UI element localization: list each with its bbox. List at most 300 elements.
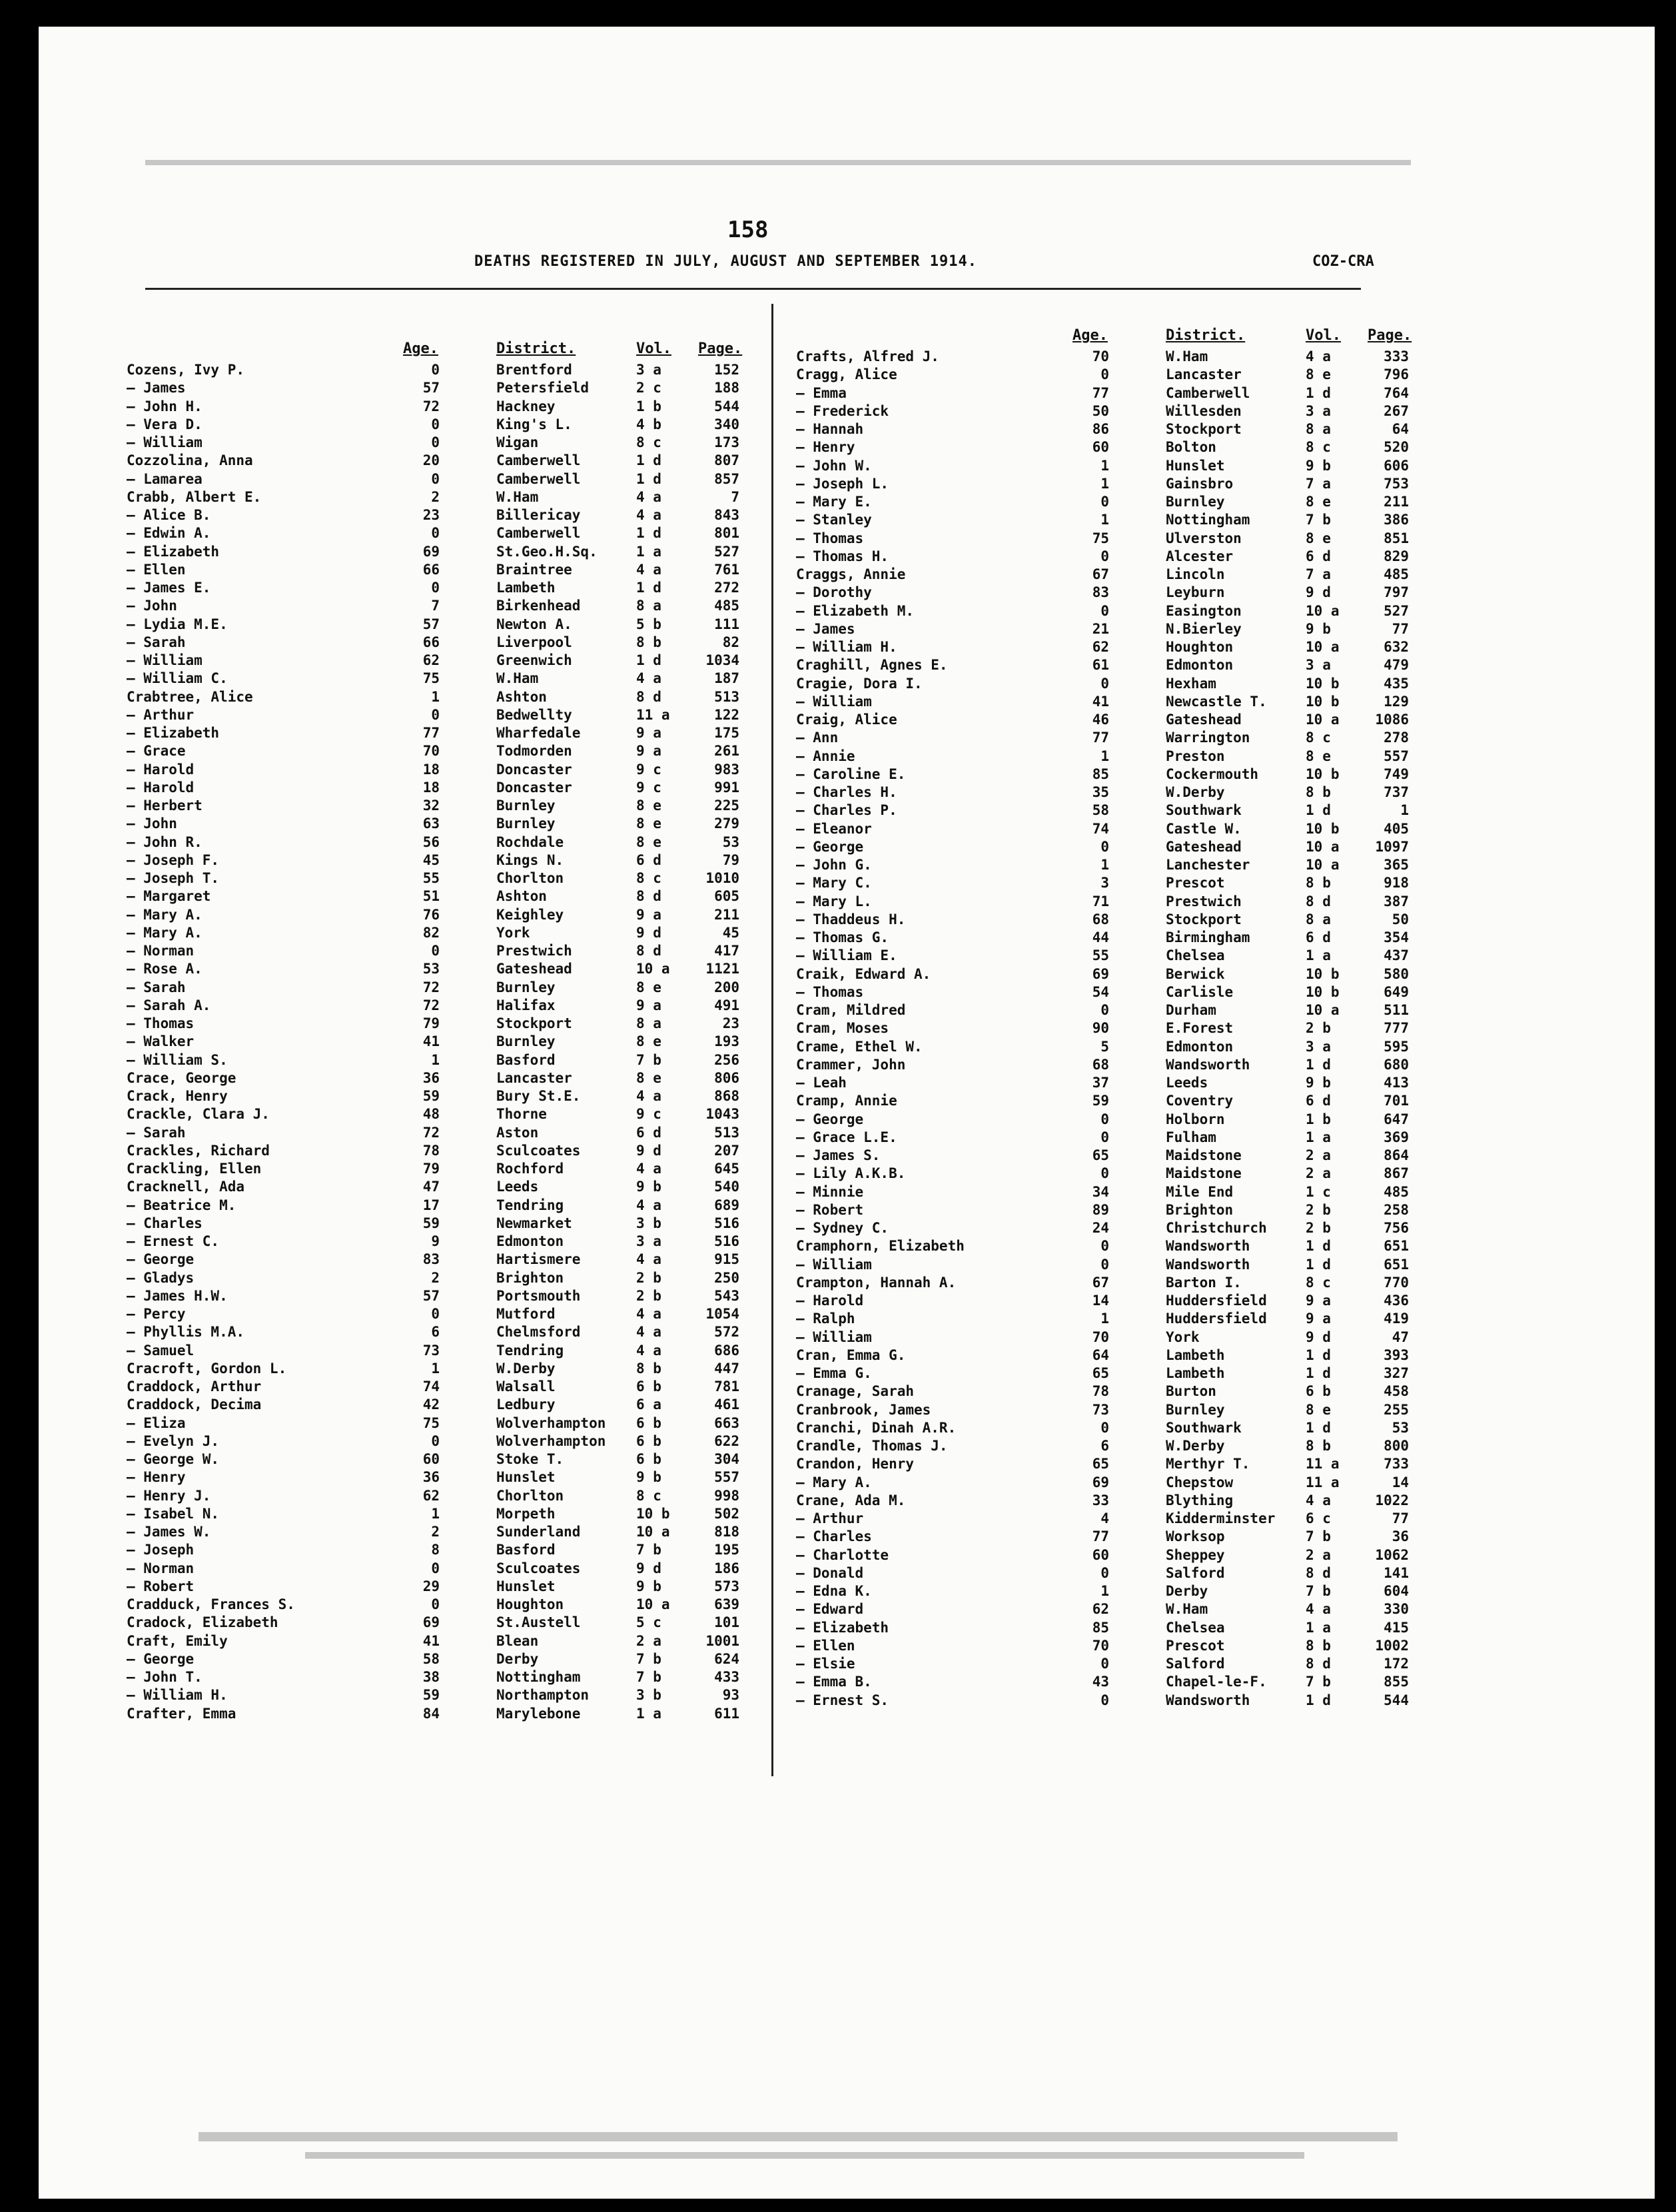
entry-volume: 10 a — [1306, 602, 1340, 619]
entry-name: Craghill, Agnes E. — [796, 657, 948, 674]
entry-age: 46 — [1092, 712, 1109, 728]
table-row — [796, 1347, 1426, 1365]
entry-district: Christchurch — [1166, 1220, 1267, 1236]
entry-volume: 8 a — [636, 598, 661, 614]
entry-name: — Norman — [127, 943, 195, 959]
entry-age: 59 — [422, 1088, 440, 1104]
vol-header: Vol. — [1306, 327, 1341, 344]
entry-volume: 7 a — [1306, 475, 1331, 492]
entry-page: 764 — [1384, 384, 1409, 401]
entry-name: Cram, Mildred — [796, 1002, 906, 1018]
entry-page: 250 — [714, 1269, 739, 1286]
entry-name: Craik, Edward A. — [796, 965, 931, 982]
entry-page: 413 — [1384, 1075, 1409, 1091]
entry-page: 1086 — [1375, 712, 1409, 728]
entry-volume: 3 a — [636, 1233, 661, 1249]
entry-volume: 1 c — [1306, 1183, 1331, 1200]
entry-page: 651 — [1384, 1238, 1409, 1255]
entry-name: — Charles — [796, 1528, 872, 1545]
table-row — [796, 1201, 1426, 1219]
entry-volume: 9 d — [1306, 1329, 1331, 1345]
entry-name: — Charles — [127, 1215, 203, 1231]
entry-volume: 2 b — [1306, 1201, 1331, 1218]
entry-page: 36 — [1392, 1528, 1409, 1545]
entry-volume: 2 a — [1306, 1147, 1331, 1163]
entry-district: Mutford — [496, 1306, 556, 1322]
entry-district: Birmingham — [1166, 929, 1250, 945]
entry-district: Blything — [1166, 1492, 1234, 1508]
table-row — [127, 634, 756, 652]
entry-name: — James E. — [127, 580, 211, 596]
entry-district: Lanchester — [1166, 857, 1250, 873]
entry-name: — Robert — [796, 1201, 864, 1218]
entry-age: 54 — [1092, 983, 1109, 1000]
vol-header: Vol. — [636, 340, 671, 357]
entry-volume: 9 d — [636, 924, 661, 941]
entry-page: 1002 — [1375, 1637, 1409, 1654]
entry-name: — Percy — [127, 1306, 186, 1322]
entry-age: 0 — [431, 1306, 440, 1322]
entry-district: Chepstow — [1166, 1474, 1234, 1490]
entry-district: Chorlton — [496, 1487, 564, 1504]
entry-page: 200 — [714, 979, 739, 995]
entry-age: 75 — [1092, 530, 1109, 546]
entry-age: 77 — [1092, 384, 1109, 401]
table-row — [796, 1437, 1426, 1455]
table-row — [796, 929, 1426, 947]
entry-district: W.Ham — [496, 670, 539, 687]
age-header: Age. — [1072, 327, 1108, 344]
table-row — [127, 1069, 756, 1087]
entry-name: — Ellen — [796, 1637, 855, 1654]
entry-page: 857 — [714, 470, 739, 487]
entry-age: 21 — [1092, 620, 1109, 637]
table-row — [796, 893, 1426, 911]
entry-age: 59 — [422, 1215, 440, 1231]
entry-volume: 8 c — [1306, 1274, 1331, 1291]
entry-name: — George W. — [127, 1451, 220, 1467]
entry-name: — William — [127, 652, 203, 668]
table-row — [796, 802, 1426, 820]
entry-age: 0 — [1100, 675, 1109, 692]
district-header: District. — [496, 340, 576, 357]
entry-volume: 8 e — [1306, 530, 1331, 546]
entry-page: 261 — [714, 743, 739, 760]
entry-age: 0 — [431, 434, 440, 450]
entry-district: Warrington — [1166, 730, 1250, 746]
entry-age: 72 — [422, 979, 440, 995]
entry-district: Edmonton — [1166, 1038, 1234, 1055]
table-row — [127, 1632, 756, 1650]
entry-page: 595 — [1384, 1038, 1409, 1055]
entry-district: Basford — [496, 1542, 556, 1558]
table-row — [127, 1596, 756, 1614]
entry-age: 86 — [1092, 421, 1109, 437]
entry-name: Crampton, Hannah A. — [796, 1274, 957, 1291]
entry-name: Cramp, Annie — [796, 1093, 897, 1109]
entry-volume: 6 b — [636, 1414, 661, 1431]
entry-district: Walsall — [496, 1379, 556, 1394]
table-row — [127, 506, 756, 524]
entry-age: 41 — [422, 1033, 440, 1050]
entry-volume: 1 a — [1306, 947, 1331, 964]
table-row — [796, 711, 1426, 729]
table-row — [796, 1600, 1426, 1618]
entry-page: 807 — [714, 452, 739, 469]
entry-age: 59 — [1092, 1093, 1109, 1109]
entry-age: 78 — [1092, 1383, 1109, 1400]
entry-page: 1054 — [705, 1306, 739, 1322]
entry-age: 6 — [431, 1324, 440, 1341]
table-row — [796, 638, 1426, 656]
entry-name: — John R. — [127, 833, 203, 850]
entry-page: 516 — [714, 1215, 739, 1231]
entry-age: 1 — [1100, 1583, 1109, 1599]
scan-smudge — [305, 2152, 1304, 2159]
entry-age: 17 — [422, 1197, 440, 1213]
entry-volume: 6 b — [636, 1451, 661, 1467]
entry-page: 761 — [714, 561, 739, 578]
entry-age: 73 — [1092, 1401, 1109, 1418]
entry-district: Chelsea — [1166, 947, 1225, 964]
entry-name: — Elizabeth — [796, 1619, 889, 1636]
entry-name: — Ralph — [796, 1311, 855, 1327]
entry-age: 8 — [431, 1542, 440, 1558]
entry-volume: 7 b — [636, 1669, 661, 1685]
entry-page: 187 — [714, 670, 739, 687]
entry-page: 122 — [714, 706, 739, 723]
entry-volume: 9 d — [1306, 584, 1331, 601]
entry-page: 211 — [714, 906, 739, 923]
entry-age: 0 — [1100, 1419, 1109, 1436]
entry-volume: 1 d — [636, 525, 661, 542]
entry-page: 272 — [714, 580, 739, 596]
entry-page: 851 — [1384, 530, 1409, 546]
entry-page: 255 — [1384, 1401, 1409, 1418]
table-row — [127, 1541, 756, 1559]
table-row — [796, 566, 1426, 584]
entry-age: 60 — [1092, 439, 1109, 456]
entry-age: 69 — [422, 1614, 440, 1631]
table-row — [796, 1129, 1426, 1147]
entry-name: Crandon, Henry — [796, 1456, 915, 1472]
entry-page: 387 — [1384, 893, 1409, 909]
entry-age: 0 — [431, 943, 440, 959]
table-row — [127, 1560, 756, 1578]
entry-district: Stoke T. — [496, 1451, 564, 1467]
entry-district: Brighton — [1166, 1201, 1234, 1218]
entry-name: — Samuel — [127, 1342, 195, 1359]
entry-district: Greenwich — [496, 652, 572, 668]
entry-district: Burnley — [496, 1033, 556, 1050]
entry-page: 267 — [1384, 402, 1409, 419]
entry-page: 632 — [1384, 639, 1409, 655]
entry-volume: 1 d — [1306, 802, 1331, 819]
entry-name: Cradock, Elizabeth — [127, 1614, 278, 1631]
header-rule — [145, 288, 1361, 290]
table-row — [796, 1147, 1426, 1165]
entry-name: Crandle, Thomas J. — [796, 1438, 948, 1454]
table-row — [127, 579, 756, 597]
entry-volume: 8 d — [1306, 893, 1331, 909]
entry-name: — Elsie — [796, 1656, 855, 1672]
entry-age: 69 — [1092, 965, 1109, 982]
table-row — [127, 797, 756, 815]
table-row — [127, 1450, 756, 1468]
entry-age: 61 — [1092, 657, 1109, 674]
entry-name: Craft, Emily — [127, 1632, 228, 1649]
entry-age: 43 — [1092, 1674, 1109, 1690]
entry-age: 0 — [431, 416, 440, 432]
table-row — [127, 1650, 756, 1668]
entry-name: Crackle, Clara J. — [127, 1106, 270, 1123]
entry-volume: 8 d — [636, 688, 661, 705]
entry-district: Hexham — [1166, 675, 1216, 692]
entry-name: — William C. — [127, 670, 228, 687]
entry-age: 0 — [431, 706, 440, 723]
entry-volume: 8 c — [636, 870, 661, 886]
table-row — [796, 548, 1426, 566]
entry-age: 62 — [1092, 1601, 1109, 1618]
entry-volume: 1 d — [1306, 1692, 1331, 1708]
page-header: Page. — [698, 340, 743, 357]
entry-volume: 9 b — [1306, 1075, 1331, 1091]
entry-age: 0 — [1100, 1111, 1109, 1127]
table-row — [127, 1051, 756, 1069]
table-row — [796, 766, 1426, 784]
entry-district: Worksop — [1166, 1528, 1225, 1545]
entry-name: — Thomas — [796, 983, 864, 1000]
entry-name: — Thomas — [127, 1015, 195, 1031]
entry-name: — Edward — [796, 1601, 864, 1618]
entry-page: 23 — [722, 1015, 739, 1031]
entry-district: Prestwich — [496, 943, 572, 959]
entry-page: 983 — [714, 761, 739, 778]
entry-name: — Charles H. — [796, 784, 897, 800]
entry-age: 53 — [422, 961, 440, 977]
entry-volume: 8 b — [1306, 784, 1331, 800]
entry-page: 188 — [714, 380, 739, 396]
table-row — [127, 361, 756, 379]
entry-district: Ledbury — [496, 1396, 556, 1413]
entry-district: W.Derby — [496, 1360, 556, 1377]
entry-page: 354 — [1384, 929, 1409, 945]
entry-district: Merthyr T. — [1166, 1456, 1250, 1472]
entry-volume: 4 a — [636, 507, 661, 523]
entry-age: 18 — [422, 761, 440, 778]
entry-name: — George — [796, 838, 864, 855]
entry-name: Crafter, Emma — [127, 1705, 236, 1722]
entry-name: — Phyllis M.A. — [127, 1324, 245, 1341]
entry-district: St.Geo.H.Sq. — [496, 543, 598, 560]
entry-volume: 7 b — [1306, 1528, 1331, 1545]
entry-district: St.Austell — [496, 1614, 581, 1631]
entry-page: 405 — [1384, 820, 1409, 837]
entry-volume: 6 b — [636, 1432, 661, 1449]
table-row — [127, 997, 756, 1015]
entry-age: 14 — [1092, 1293, 1109, 1309]
entry-district: Ashton — [496, 688, 547, 705]
entry-name: — Margaret — [127, 888, 211, 905]
entry-page: 573 — [714, 1578, 739, 1594]
entry-page: 639 — [714, 1596, 739, 1612]
entry-district: Petersfield — [496, 380, 590, 396]
entry-age: 0 — [1100, 1656, 1109, 1672]
entry-district: Wharfedale — [496, 725, 581, 741]
entry-district: Birkenhead — [496, 598, 581, 614]
table-row — [796, 1256, 1426, 1274]
entry-age: 0 — [1100, 1256, 1109, 1273]
table-row — [127, 1414, 756, 1432]
entry-name: — Evelyn J. — [127, 1432, 220, 1449]
entry-page: 733 — [1384, 1456, 1409, 1472]
district-header: District. — [1166, 327, 1246, 344]
entry-name: — William — [796, 1329, 872, 1345]
entry-name: — Thomas G. — [796, 929, 889, 945]
entry-volume: 6 c — [1306, 1510, 1331, 1526]
entry-volume: 8 c — [636, 434, 661, 450]
entry-age: 63 — [422, 816, 440, 832]
entry-age: 0 — [431, 580, 440, 596]
table-row — [127, 869, 756, 887]
entry-page: 843 — [714, 507, 739, 523]
entry-age: 70 — [1092, 1637, 1109, 1654]
entry-age: 42 — [422, 1396, 440, 1413]
entry-page: 435 — [1384, 675, 1409, 692]
entry-page: 647 — [1384, 1111, 1409, 1127]
entry-page: 1043 — [705, 1106, 739, 1123]
entry-district: Preston — [1166, 748, 1225, 764]
entry-age: 36 — [422, 1469, 440, 1486]
entry-volume: 7 a — [1306, 566, 1331, 582]
entry-page: 544 — [1384, 1692, 1409, 1708]
entry-district: Keighley — [496, 906, 564, 923]
age-header: Age. — [403, 340, 438, 357]
entry-volume: 10 a — [1306, 838, 1340, 855]
entry-age: 67 — [1092, 1274, 1109, 1291]
entry-volume: 2 b — [1306, 1220, 1331, 1236]
entry-district: Braintree — [496, 561, 572, 578]
table-row — [127, 779, 756, 797]
entry-page: 50 — [1392, 911, 1409, 927]
entry-age: 0 — [431, 1432, 440, 1449]
entry-district: Wigan — [496, 434, 539, 450]
entry-name: — Dorothy — [796, 584, 872, 601]
entry-age: 23 — [422, 507, 440, 523]
entry-name: — Harold — [127, 779, 195, 796]
table-row — [796, 693, 1426, 711]
table-row — [796, 1692, 1426, 1710]
entry-volume: 10 a — [1306, 857, 1340, 873]
entry-page: 433 — [714, 1669, 739, 1685]
entry-age: 0 — [1100, 548, 1109, 564]
entry-volume: 3 a — [1306, 657, 1331, 674]
entry-name: — Lamarea — [127, 470, 203, 487]
entry-volume: 3 a — [1306, 1038, 1331, 1055]
entry-name: Craig, Alice — [796, 712, 897, 728]
entry-district: Bolton — [1166, 439, 1216, 456]
entry-age: 66 — [422, 561, 440, 578]
entry-age: 60 — [1092, 1546, 1109, 1563]
entry-age: 0 — [1100, 838, 1109, 855]
table-row — [127, 597, 756, 615]
entry-district: W.Derby — [1166, 1438, 1225, 1454]
entry-page: 485 — [714, 598, 739, 614]
entry-age: 85 — [1092, 1619, 1109, 1636]
entry-volume: 7 b — [1306, 512, 1331, 528]
entry-volume: 5 c — [636, 1614, 661, 1631]
entry-page: 175 — [714, 725, 739, 741]
entry-volume: 4 a — [636, 1161, 661, 1177]
entry-age: 3 — [1100, 875, 1109, 891]
table-row — [127, 434, 756, 452]
entry-page: 527 — [714, 543, 739, 560]
table-row — [796, 965, 1426, 983]
entry-volume: 3 b — [636, 1687, 661, 1704]
entry-volume: 7 b — [636, 1051, 661, 1068]
entry-age: 59 — [422, 1687, 440, 1704]
entry-district: Edmonton — [1166, 657, 1234, 674]
entry-age: 79 — [422, 1015, 440, 1031]
entry-volume: 9 c — [636, 761, 661, 778]
entry-page: 417 — [714, 943, 739, 959]
entry-age: 55 — [422, 870, 440, 886]
table-row — [127, 1305, 756, 1323]
entry-volume: 6 d — [636, 1124, 661, 1141]
entry-page: 1121 — [705, 961, 739, 977]
entry-name: — William E. — [796, 947, 897, 964]
entry-age: 32 — [422, 798, 440, 814]
entry-district: Chorlton — [496, 870, 564, 886]
right-column — [796, 317, 1426, 1710]
left-entries — [127, 361, 756, 1723]
entry-name: — Grace L.E. — [796, 1129, 897, 1145]
table-row — [796, 1546, 1426, 1564]
entry-name: — Stanley — [796, 512, 872, 528]
entry-district: Holborn — [1166, 1111, 1225, 1127]
entry-name: — Mary A. — [127, 906, 203, 923]
table-row — [127, 1505, 756, 1523]
entry-volume: 1 d — [636, 652, 661, 668]
table-row — [796, 729, 1426, 747]
entry-page: 867 — [1384, 1165, 1409, 1182]
entry-age: 83 — [422, 1251, 440, 1268]
table-row — [796, 1528, 1426, 1546]
entry-volume: 9 b — [1306, 620, 1331, 637]
entry-age: 0 — [1100, 1564, 1109, 1581]
entry-district: Wandsworth — [1166, 1692, 1250, 1708]
entry-name: — Emma G. — [796, 1365, 872, 1381]
entry-name: — Thaddeus H. — [796, 911, 906, 927]
entry-volume: 7 b — [636, 1542, 661, 1558]
entry-district: Portsmouth — [496, 1287, 581, 1304]
entry-district: Southwark — [1166, 1419, 1242, 1436]
entry-page: 186 — [714, 1560, 739, 1576]
column-divider — [771, 304, 773, 1776]
entry-volume: 3 a — [636, 362, 661, 378]
entry-district: Prescot — [1166, 1637, 1225, 1654]
table-row — [127, 1432, 756, 1450]
entry-age: 35 — [1092, 784, 1109, 800]
entry-district: Coventry — [1166, 1093, 1234, 1109]
entry-page: 333 — [1384, 348, 1409, 364]
table-row — [127, 1468, 756, 1486]
entry-age: 1 — [431, 1505, 440, 1522]
entry-volume: 3 b — [636, 1215, 661, 1231]
entry-volume: 9 c — [636, 1106, 661, 1123]
entry-page: 572 — [714, 1324, 739, 1341]
entry-name: — Eliza — [127, 1414, 186, 1431]
